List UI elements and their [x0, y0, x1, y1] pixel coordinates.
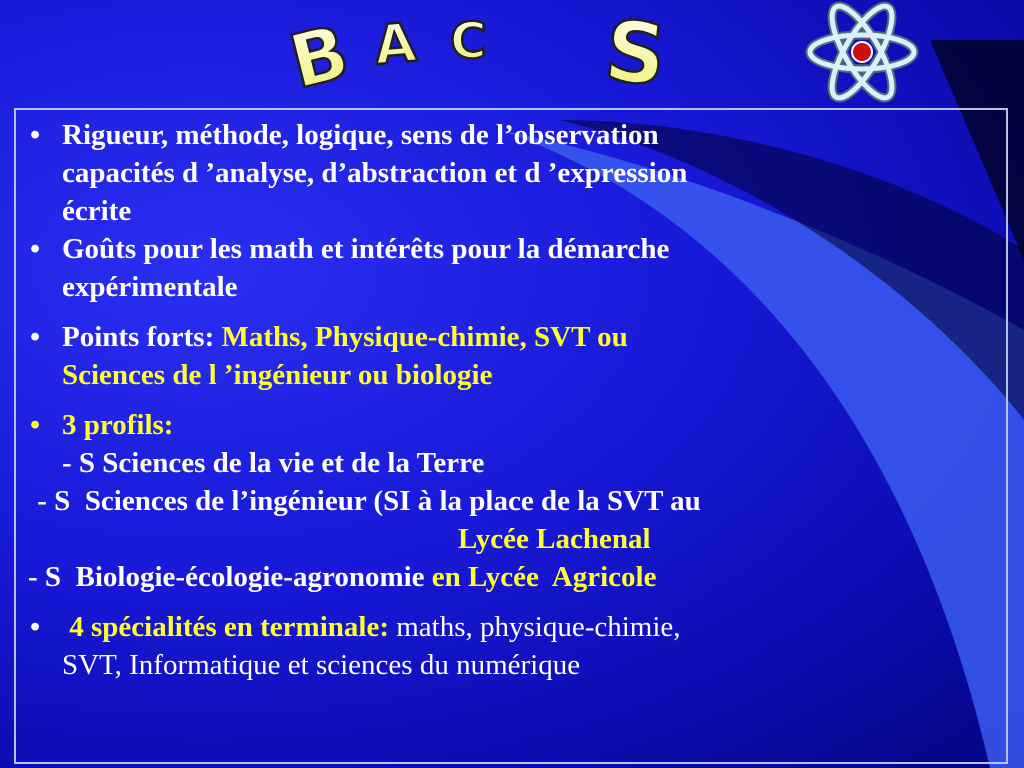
bullet-line	[62, 318, 996, 356]
bullet-dot: •	[30, 119, 41, 151]
profile-si-school: Lycée Lachenal	[458, 523, 651, 555]
strengths-subjects-cont: Sciences de l ’ingénieur ou biologie	[62, 359, 493, 391]
bullet-line	[62, 608, 996, 646]
bullet-item-profiles	[16, 406, 996, 482]
bullet-line: écrite	[62, 195, 132, 227]
bullet-line: expérimentale	[62, 271, 238, 303]
profile-svt: - S Sciences de la vie et de la Terre	[62, 447, 485, 479]
bullet-item-qualities	[16, 116, 996, 230]
bullet-dot: •	[30, 611, 41, 643]
strengths-label: Points forts:	[62, 321, 222, 353]
profile-si: - S Sciences de l’ingénieur (SI à la place de la SVT au	[30, 485, 701, 517]
bullet-item-strengths	[16, 318, 996, 394]
specialties-list-cont: SVT, Informatique et sciences du numérique	[62, 649, 581, 681]
profile-bea-school: en Lycée Agricole	[431, 561, 657, 593]
title-letter-b: B	[281, 8, 358, 107]
bullet-line: Goûts pour les math et intérêts pour la démarche	[62, 233, 670, 265]
profiles-label: 3 profils:	[62, 409, 174, 441]
bullet-line: capacités d ’analyse, d’abstraction et d ’expression	[62, 157, 688, 189]
bullet-list	[16, 116, 996, 684]
specialties-list: maths, physique-chimie,	[388, 611, 681, 643]
atom-icon	[805, 0, 920, 105]
bullet-dot: •	[30, 321, 41, 353]
specialties-label: 4 spécialités en terminale:	[62, 611, 389, 643]
bullet-item-specialties	[16, 608, 996, 684]
bullet-dot: •	[30, 409, 41, 441]
profile-bea	[16, 558, 996, 596]
profile-bea-label: - S Biologie-écologie-agronomie	[28, 561, 432, 593]
strengths-subjects: Maths, Physique-chimie, SVT ou	[221, 321, 628, 353]
title-letter-s: S	[600, 1, 671, 105]
bullet-line: Rigueur, méthode, logique, sens de l’observation	[62, 119, 659, 151]
title-letter-c: C	[450, 12, 487, 70]
title-letter-a: A	[371, 10, 419, 78]
bullet-dot: •	[30, 233, 41, 265]
bullet-item-interests	[16, 230, 996, 306]
slide-title	[281, 0, 710, 107]
